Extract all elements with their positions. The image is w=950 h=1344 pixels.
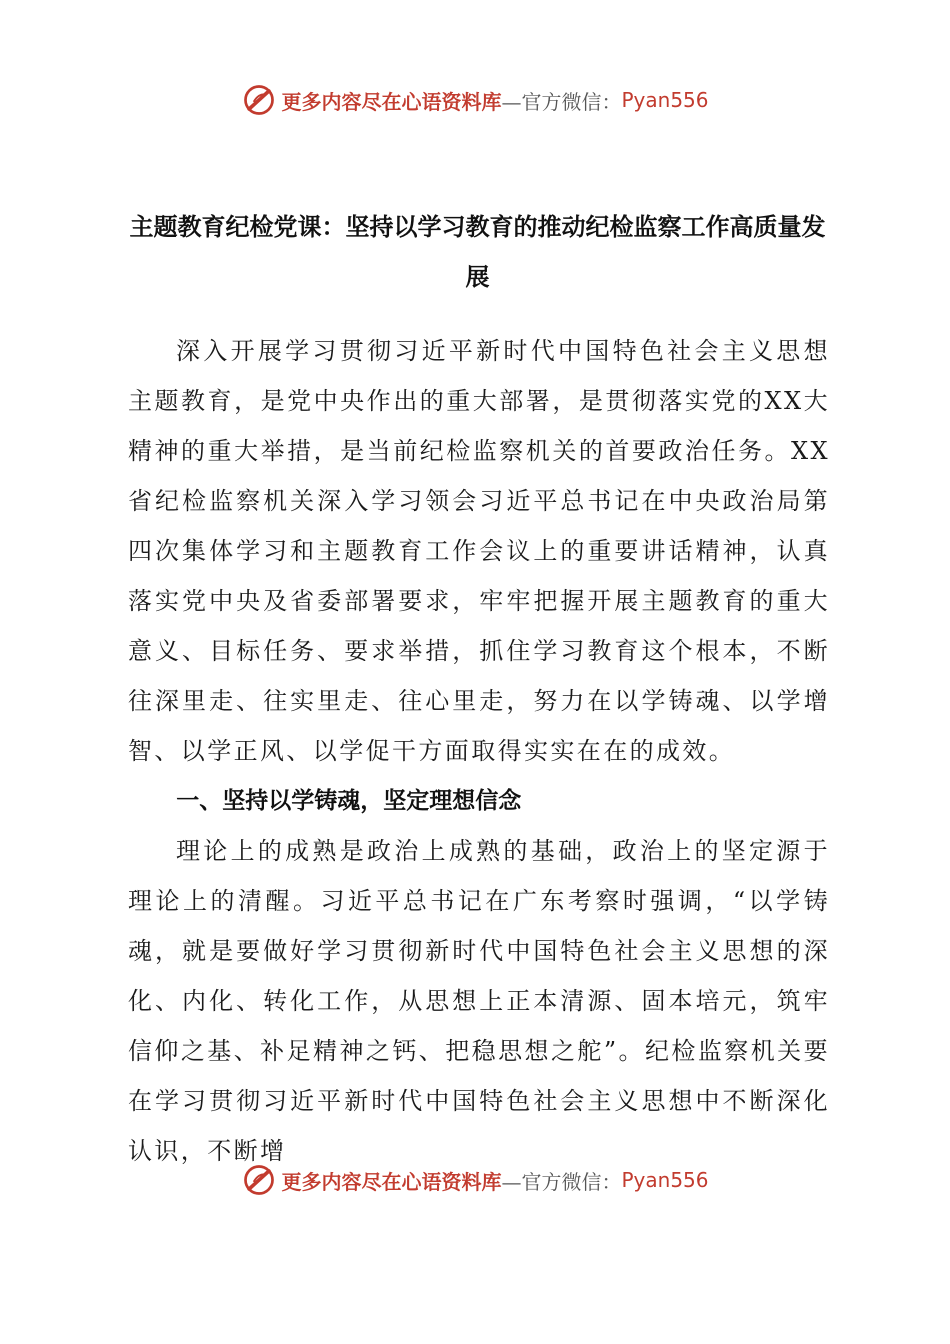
watermark-wechat-id: Pyan556	[621, 1168, 709, 1192]
section-heading: 一、坚持以学铸魂，坚定理想信念	[176, 788, 522, 814]
document-title: 主题教育纪检党课：坚持以学习教育的推动纪检监察工作高质量发展	[129, 213, 826, 291]
brand-logo-icon	[241, 1162, 277, 1198]
brand-logo-icon	[241, 82, 277, 118]
intro-paragraph: 深入开展学习贯彻习近平新时代中国特色社会主义思想主题教育，是党中央作出的重大部署，是贯彻落实党的XX大精神的重大举措，是当前纪检监察机关的首要政治任务。XX省纪检监察机关深入学习领会习近平总书记在中央政治局第四次集体学习和主题教育工作会议上的重要讲话精神，认真落实党中央及省委部署要求，牢牢把握开展主题教育的重大意义、目标任务、要求举措，抓住学习教育这个根本，不断往深里走、往实里走、往心里走，努力在以学铸魂、以学增智、以学正风、以学促干方面取得实实在在的成效。	[128, 337, 830, 765]
section-paragraph: 理论上的成熟是政治上成熟的基础，政治上的坚定源于理论上的清醒。习近平总书记在广东考察时强调，“以学铸魂，就是要做好学习贯彻新时代中国特色社会主义思想的深化、内化、转化工作，从思想上正本清源、固本培元，筑牢信仰之基、补足精神之钙、把稳思想之舵”。纪检监察机关要在学习贯彻习近平新时代中国特色社会主义思想中不断深化认识，不断增	[128, 837, 830, 1165]
watermark-wechat-label: —官方微信：	[501, 89, 622, 114]
watermark-text: 更多内容尽在心语资料库	[281, 1169, 502, 1194]
watermark-banner-bottom	[0, 1162, 950, 1198]
watermark-wechat-id: Pyan556	[621, 88, 709, 112]
watermark-banner-top	[0, 82, 950, 118]
watermark-wechat-label: —官方微信：	[501, 1169, 622, 1194]
watermark-text: 更多内容尽在心语资料库	[281, 89, 502, 114]
document-body	[128, 326, 830, 1176]
